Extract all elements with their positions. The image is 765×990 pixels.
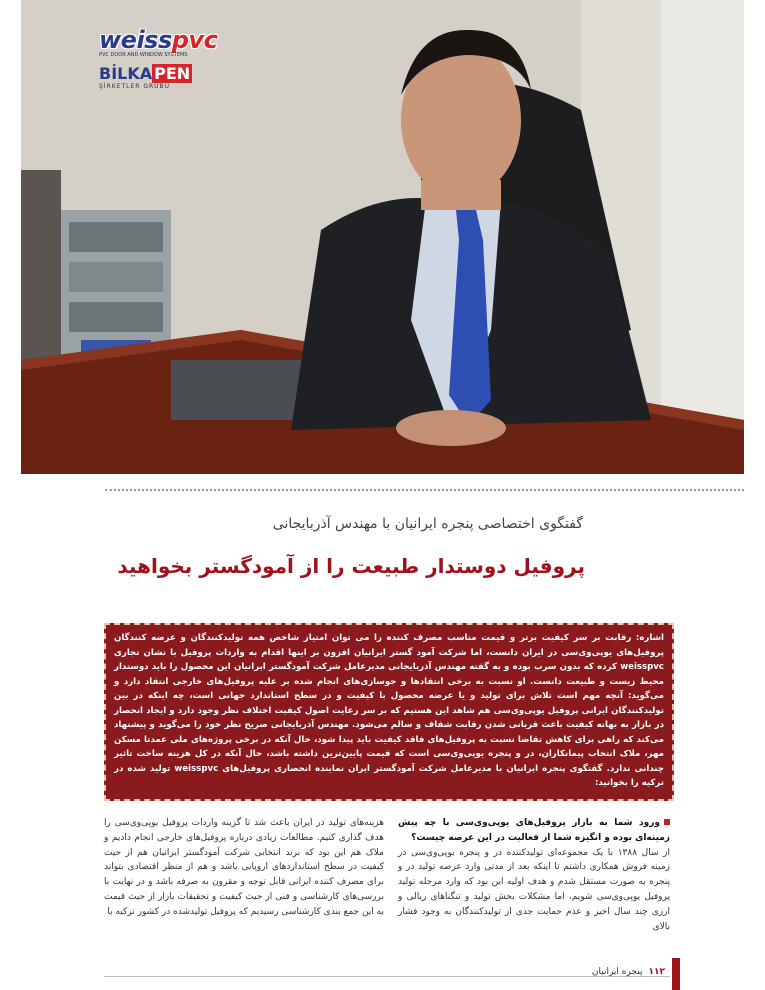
footer-accent-bar xyxy=(672,958,680,990)
intro-box: اشاره: رقابت بر سر کیفیت برتر و قیمت مناسب مصرف کننده را می توان امتیاز شاخص همه تولیدکنندگان و عرضه کنندگان پروفیل‌های یوپی‌وی‌سی در ایران دانست، اما شرکت آمود گستر ایرانیان افزون بر اینها اقدام به واردات پروفیل با نشان تجاری weisspvc کرده که بدون سرب بوده و به گفته مهندس آذربایجانی مدیرعامل شرکت آمودگستر ایرانیان این محصول را باید دوستدار محیط زیست و طبیعت دانست. او نسبت به برخی انتقادها و جوسازی‌های انجام شده بر علیه پروفیل‌های خارجی انتقاد دارد و می‌گوید: آنچه مهم است تلاش برای تولید و یا عرضه محصول با کیفیت و در سطح استاندارد جهانی است، چه اینکه در بین تولیدکنندگان ایرانی پروفیل یوپی‌وی‌سی هم شاهد این هستیم که بر سر رعایت اصول کیفیت اختلاف نظر وجود دارد و ایجاد انحصار در بازار به بهانه کیفیت باعث قربانی شدن رقابت شفاف و سالم می‌شود. مهندس آذربایجانی صریح نظر خود را می‌گوید و پیشنهاد می‌کند که راهی برای کاهش تقاضا نسبت به پروفیل‌های فاقد کیفیت باید پیدا شود، حال آنکه در برخی پروژه‌های ملی عمدتا مسکن مهر، ملاک انتخاب پیمانکاران، در و پنجره یوپی‌وی‌سی است که قیمت پایین‌ترین داشته باشد، حال آنکه در کل هزینه ساخت تاثیر چندانی ندارد. گفتگوی پنجره ایرانیان با مدیرعامل شرکت آمودگستر ایران نماینده انحصاری پروفیل‌های weisspvc تولید شده در ترکیه را بخوانید: xyxy=(104,623,674,801)
dotted-divider xyxy=(105,489,744,491)
article-title: پروفیل دوستدار طبیعت را از آمودگستر بخواهید xyxy=(117,554,585,578)
brand-logo-block xyxy=(99,26,219,90)
interview-question: ورود شما به بازار پروفیل‌های یوپی‌وی‌سی با چه پیش زمینه‌ای بوده و انگیزه شما از فعالیت در این عرصه چیست؟ xyxy=(398,816,670,846)
footer-rule xyxy=(104,976,670,977)
weisspvc-logo xyxy=(99,26,219,54)
page-footer xyxy=(592,967,665,977)
interview-answer: از سال ۱۳۸۸ با یک مجموعه‌ای تولیدکننده در و پنجره یوپی‌وی‌سی در زمینه فروش همکاری داشتم تا اینکه بعد از مدتی وارد عرصه تولید در و پنجره به صورت مستقل شدم و هدف اولیه این بود که وارد مرحله تولید پروفیل یوپی‌وی‌سی شویم، اما مشکلات بخش تولید و تنگناهای ریالی و ارزی چند سال اخیر و عدم حمایت جدی از تولیدکنندگان به وجود فشار بالای xyxy=(398,847,670,932)
logo-1-main: weiss xyxy=(99,26,172,54)
bilkapen-logo xyxy=(99,64,219,83)
left-column: هزینه‌های تولید در ایران باعث شد تا گزینه واردات پروفیل یوپی‌وی‌سی را هدف گذاری کنیم. مطالعات زیادی درباره پروفیل‌های خارجی انجام دادیم و ملاک هم این بود که برند انتخابی شرکت آمودگستر ایرانیان هم از حیث کیفیت در سطح استانداردهای اروپایی باشد و هم از منظر اقتصادی بتواند برای مصرف کننده ایرانی قابل توجه و مقرون به صرفه باشد و در نهایت با بررسی‌های کارشناسی و فنی از حیث کیفیت و تحقیقات بازار از حیث قیمت به این جمع بندی کارشناسی رسیدیم که پروفیل تولیدشده در کشور ترکیه با xyxy=(104,818,384,917)
page-number: ۱۱۲ xyxy=(648,967,665,977)
magazine-name: پنجره ایرانیان xyxy=(591,967,643,977)
portrait-photo xyxy=(21,0,744,474)
right-column xyxy=(398,816,670,934)
logo-1-tagline: PVC DOOR AND WINDOW SYSTEMS xyxy=(99,52,188,58)
article-subtitle: گفتگوی اختصاصی پنجره ایرانیان با مهندس آذربایجانی xyxy=(272,516,583,532)
logo-2-accent: PEN xyxy=(154,64,191,83)
logo-2-main: BİLKA xyxy=(99,64,153,83)
logo-2-tagline: ŞİRKETLER GRUBU xyxy=(99,83,171,90)
logo-1-accent: pvc xyxy=(171,26,218,54)
